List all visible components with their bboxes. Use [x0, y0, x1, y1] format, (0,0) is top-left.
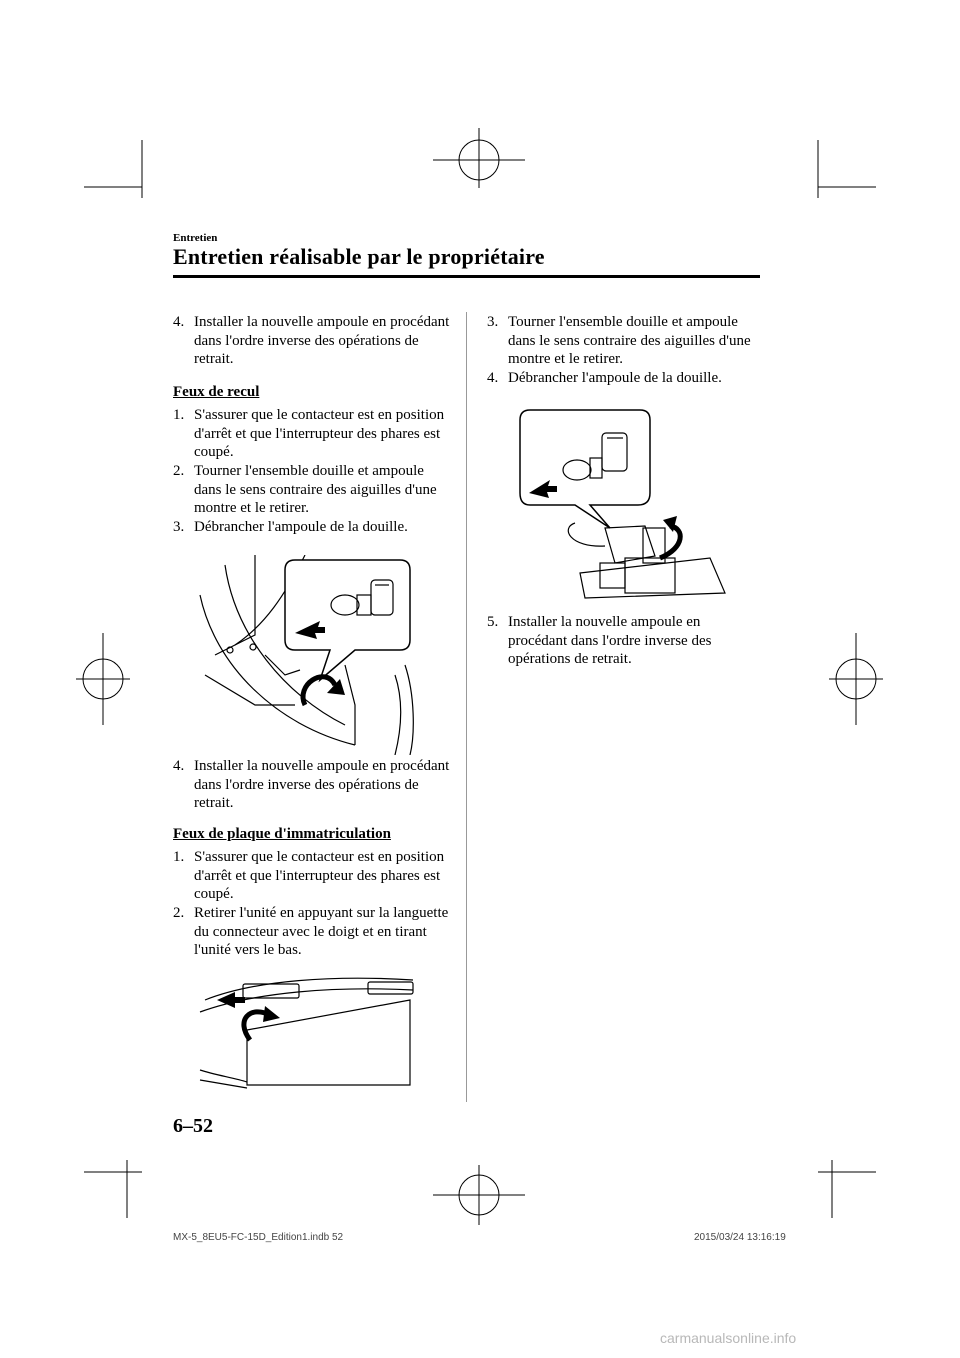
title-rule: [173, 275, 760, 278]
list-item: 4. Installer la nouvelle ampoule en procédant dans l'ordre inverse des opérations de retrait.: [173, 314, 450, 367]
list-item: 3. Débrancher l'ampoule de la douille.: [173, 519, 408, 535]
section-label: Entretien: [173, 232, 218, 244]
heading-feux-de-recul: Feux de recul: [173, 384, 260, 400]
list-item: 5. Installer la nouvelle ampoule en procédant dans l'ordre inverse des opérations de retrait.: [487, 614, 712, 667]
watermark: carmanualsonline.info: [660, 1330, 797, 1346]
list-item: 1. S'assurer que le contacteur est en position d'arrêt et que l'interrupteur des phares est coupé.: [173, 849, 445, 902]
reverse-lamp-illustration: [195, 555, 455, 755]
list-item: 2. Retirer l'unité en appuyant sur la languette du connecteur avec le doigt et en tirant l'unité vers le bas.: [173, 905, 449, 958]
footer-timestamp: 2015/03/24 13:16:19: [694, 1232, 786, 1243]
license-plate-lamp-illustration: [195, 970, 435, 1090]
bulb-removal-illustration: [515, 408, 735, 608]
list-item: 3. Tourner l'ensemble douille et ampoule dans le sens contraire des aiguilles d'une montre et le retirer.: [487, 314, 751, 367]
footer-file-name: MX-5_8EU5-FC-15D_Edition1.indb 52: [173, 1232, 344, 1243]
page-title: Entretien réalisable par le propriétaire: [173, 244, 545, 269]
list-item: 4. Débrancher l'ampoule de la douille.: [487, 370, 722, 386]
column-divider: [466, 312, 467, 1102]
list-item: 1. S'assurer que le contacteur est en position d'arrêt et que l'interrupteur des phares est coupé.: [173, 407, 445, 460]
page-number: 6–52: [173, 1115, 213, 1137]
list-item: 4. Installer la nouvelle ampoule en procédant dans l'ordre inverse des opérations de retrait.: [173, 758, 450, 811]
heading-feux-de-plaque: Feux de plaque d'immatriculation: [173, 826, 391, 842]
list-item: 2. Tourner l'ensemble douille et ampoule dans le sens contraire des aiguilles d'une montre et le retirer.: [173, 463, 437, 516]
